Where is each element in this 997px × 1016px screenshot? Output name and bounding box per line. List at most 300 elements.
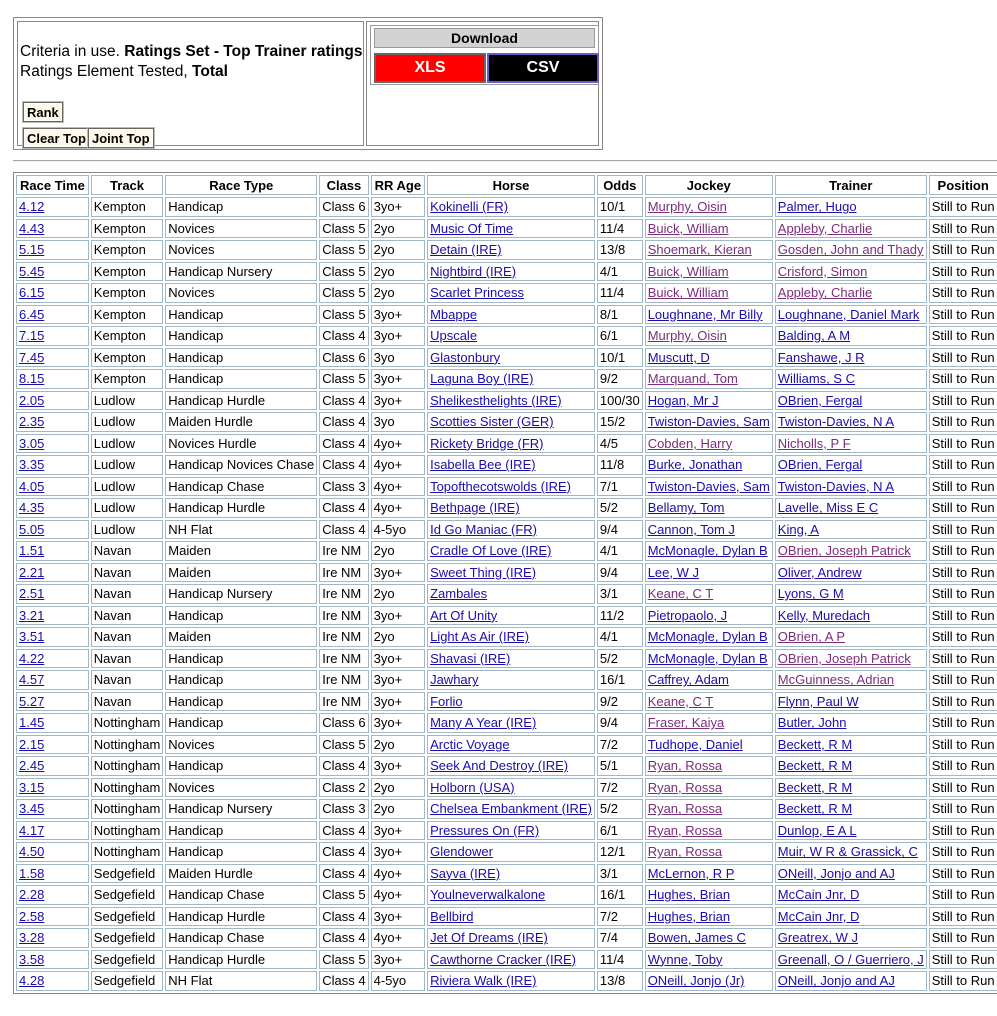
horse-link[interactable]: Art Of Unity <box>430 607 498 623</box>
cell-horse <box>427 520 595 540</box>
table-header-row <box>16 175 997 195</box>
jockey-link[interactable]: Burke, Jonathan <box>647 457 743 473</box>
trainer-link[interactable]: OBrien, Fergal <box>777 457 863 473</box>
race-time-link[interactable]: 5.45 <box>19 263 45 279</box>
trainer-link[interactable]: Greatrex, W J <box>777 930 858 946</box>
cell-horse <box>427 434 595 454</box>
race-time-link[interactable]: 8.15 <box>19 371 45 387</box>
cell-rr-age: 4yo+ <box>371 864 425 884</box>
cell-jockey <box>645 928 773 948</box>
race-time-link[interactable]: 4.22 <box>19 650 45 666</box>
cell-race-time <box>16 735 89 755</box>
cell-odds: 7/4 <box>597 928 643 948</box>
cell-rr-age: 4yo+ <box>371 928 425 948</box>
cell-trainer <box>775 369 927 389</box>
cell-race-type: NH Flat <box>165 971 317 991</box>
jockey-link[interactable]: Hogan, Mr J <box>647 392 719 408</box>
horse-link[interactable]: Scarlet Princess <box>430 285 524 301</box>
cell-trainer <box>775 477 927 497</box>
cell-rr-age: 2yo <box>371 799 425 819</box>
cell-trainer <box>775 907 927 927</box>
jockey-link[interactable]: Buick, William <box>647 220 729 236</box>
cell-trainer <box>775 305 927 325</box>
horse-link[interactable]: Scotties Sister (GER) <box>430 414 554 430</box>
trainer-link[interactable]: OBrien, Joseph Patrick <box>777 543 911 559</box>
cell-class: Class 2 <box>319 778 368 798</box>
trainer-link[interactable]: Butler, John <box>777 715 847 731</box>
criteria-set-line <box>20 42 363 62</box>
cell-class: Ire NM <box>319 692 368 712</box>
cell-track: Navan <box>91 584 163 604</box>
race-time-link[interactable]: 3.58 <box>19 951 45 967</box>
jockey-link[interactable]: Muscutt, D <box>647 349 710 365</box>
horse-link[interactable]: Many A Year (IRE) <box>430 715 537 731</box>
cell-jockey <box>645 434 773 454</box>
race-time-link[interactable]: 6.45 <box>19 306 45 322</box>
trainer-link[interactable]: Appleby, Charlie <box>777 285 873 301</box>
cell-race-time <box>16 391 89 411</box>
jockey-link[interactable]: Hughes, Brian <box>647 887 731 903</box>
cell-race-time <box>16 326 89 346</box>
download-panel <box>366 21 599 146</box>
race-time-link[interactable]: 2.35 <box>19 414 45 430</box>
jockey-link[interactable]: Ryan, Rossa <box>647 822 723 838</box>
horse-link[interactable]: Laguna Boy (IRE) <box>430 371 534 387</box>
trainer-link[interactable]: Fanshawe, J R <box>777 349 865 365</box>
cell-position: Still to Run <box>929 391 997 411</box>
jockey-link[interactable]: Keane, C T <box>647 693 714 709</box>
cell-track: Sedgefield <box>91 971 163 991</box>
trainer-link[interactable]: Beckett, R M <box>777 779 853 795</box>
race-time-link[interactable]: 4.17 <box>19 822 45 838</box>
cell-rr-age: 2yo <box>371 541 425 561</box>
cell-trainer <box>775 520 927 540</box>
xls-download-button[interactable]: XLS <box>374 53 486 83</box>
cell-race-time <box>16 842 89 862</box>
cell-race-type: Handicap <box>165 692 317 712</box>
cell-trainer <box>775 434 927 454</box>
cell-rr-age: 3yo+ <box>371 950 425 970</box>
race-time-link[interactable]: 2.45 <box>19 758 45 774</box>
cell-class: Class 5 <box>319 283 368 303</box>
trainer-link[interactable]: OBrien, A P <box>777 629 845 645</box>
race-time-link[interactable]: 1.51 <box>19 543 45 559</box>
jockey-link[interactable]: Cobden, Harry <box>647 435 733 451</box>
cell-race-type: Maiden <box>165 627 317 647</box>
cell-position: Still to Run <box>929 821 997 841</box>
cell-track: Nottingham <box>91 756 163 776</box>
table-row <box>16 498 997 518</box>
horse-link[interactable]: Holborn (USA) <box>430 779 515 795</box>
jockey-link[interactable]: Buick, William <box>647 263 729 279</box>
cell-horse <box>427 455 595 475</box>
trainer-link[interactable]: Williams, S C <box>777 371 856 387</box>
jockey-link[interactable]: Keane, C T <box>647 586 714 602</box>
horse-link[interactable]: Rickety Bridge (FR) <box>430 435 544 451</box>
cell-jockey <box>645 369 773 389</box>
trainer-link[interactable]: Nicholls, P F <box>777 435 851 451</box>
cell-class: Class 4 <box>319 391 368 411</box>
cell-trainer <box>775 692 927 712</box>
cell-class: Class 6 <box>319 197 368 217</box>
trainer-link[interactable]: McCain Jnr, D <box>777 887 860 903</box>
cell-jockey <box>645 735 773 755</box>
cell-jockey <box>645 692 773 712</box>
cell-horse <box>427 778 595 798</box>
cell-position: Still to Run <box>929 477 997 497</box>
cell-trainer <box>775 326 927 346</box>
horse-link[interactable]: Cawthorne Cracker (IRE) <box>430 951 577 967</box>
cell-horse <box>427 584 595 604</box>
horse-link[interactable]: Shavasi (IRE) <box>430 650 511 666</box>
trainer-link[interactable]: Flynn, Paul W <box>777 693 859 709</box>
cell-trainer <box>775 778 927 798</box>
cell-jockey <box>645 670 773 690</box>
jockey-link[interactable]: McLernon, R P <box>647 865 735 881</box>
trainer-link[interactable]: Dunlop, E A L <box>777 822 857 838</box>
horse-link[interactable]: Upscale <box>430 328 478 344</box>
cell-race-time <box>16 541 89 561</box>
trainer-link[interactable]: Lyons, G M <box>777 586 844 602</box>
cell-horse <box>427 262 595 282</box>
jockey-link[interactable]: Murphy, Oisin <box>647 328 727 344</box>
race-time-link[interactable]: 2.21 <box>19 564 45 580</box>
jockey-link[interactable]: Cannon, Tom J <box>647 521 735 537</box>
trainer-link[interactable]: Twiston-Davies, N A <box>777 478 895 494</box>
cell-position: Still to Run <box>929 305 997 325</box>
cell-track: Nottingham <box>91 821 163 841</box>
trainer-link[interactable]: ONeill, Jonjo and AJ <box>777 973 895 989</box>
race-time-link[interactable]: 2.58 <box>19 908 45 924</box>
cell-trainer <box>775 563 927 583</box>
horse-link[interactable]: Arctic Voyage <box>430 736 510 752</box>
table-row <box>16 455 997 475</box>
horse-link[interactable]: Glendower <box>430 844 493 860</box>
cell-odds: 15/2 <box>597 412 643 432</box>
horse-link[interactable]: Bellbird <box>430 908 474 924</box>
jockey-link[interactable]: Buick, William <box>647 285 729 301</box>
horse-link[interactable]: Sweet Thing (IRE) <box>430 564 537 580</box>
cell-class: Class 3 <box>319 477 368 497</box>
joint-top-button[interactable]: Joint Top <box>88 128 154 148</box>
horse-link[interactable]: Youlneverwalkalone <box>430 887 546 903</box>
cell-trainer <box>775 541 927 561</box>
cell-rr-age: 4-5yo <box>371 520 425 540</box>
race-time-link[interactable]: 5.15 <box>19 242 45 258</box>
trainer-link[interactable]: Beckett, R M <box>777 758 853 774</box>
race-time-link[interactable]: 4.12 <box>19 199 45 215</box>
jockey-link[interactable]: Wynne, Toby <box>647 951 723 967</box>
jockey-link[interactable]: Twiston-Davies, Sam <box>647 478 770 494</box>
cell-trainer <box>775 584 927 604</box>
horse-link[interactable]: Nightbird (IRE) <box>430 263 517 279</box>
race-time-link[interactable]: 2.51 <box>19 586 45 602</box>
cell-track: Nottingham <box>91 778 163 798</box>
rank-button[interactable]: Rank <box>23 102 63 122</box>
horse-link[interactable]: Seek And Destroy (IRE) <box>430 758 569 774</box>
jockey-link[interactable]: Hughes, Brian <box>647 908 731 924</box>
horse-link[interactable]: Cradle Of Love (IRE) <box>430 543 552 559</box>
cell-position: Still to Run <box>929 563 997 583</box>
jockey-link[interactable]: Pietropaolo, J <box>647 607 728 623</box>
race-time-link[interactable]: 4.57 <box>19 672 45 688</box>
race-time-link[interactable]: 5.05 <box>19 521 45 537</box>
jockey-link[interactable]: McMonagle, Dylan B <box>647 650 768 666</box>
race-time-link[interactable]: 3.45 <box>19 801 45 817</box>
cell-trainer <box>775 197 927 217</box>
race-time-link[interactable]: 3.15 <box>19 779 45 795</box>
horse-link[interactable]: Chelsea Embankment (IRE) <box>430 801 592 817</box>
cell-track: Kempton <box>91 197 163 217</box>
cell-position: Still to Run <box>929 262 997 282</box>
horse-link[interactable]: Music Of Time <box>430 220 514 236</box>
trainer-link[interactable]: Twiston-Davies, N A <box>777 414 895 430</box>
horse-link[interactable]: Jawhary <box>430 672 479 688</box>
trainer-link[interactable]: Crisford, Simon <box>777 263 868 279</box>
cell-horse <box>427 391 595 411</box>
csv-download-button[interactable]: CSV <box>487 53 599 83</box>
horse-link[interactable]: Glastonbury <box>430 349 501 365</box>
race-time-link[interactable]: 3.35 <box>19 457 45 473</box>
horse-link[interactable]: Sayva (IRE) <box>430 865 501 881</box>
cell-odds: 11/2 <box>597 606 643 626</box>
race-time-link[interactable]: 5.27 <box>19 693 45 709</box>
cell-race-type: Handicap Hurdle <box>165 950 317 970</box>
trainer-link[interactable]: Lavelle, Miss E C <box>777 500 879 516</box>
cell-horse <box>427 649 595 669</box>
clear-top-button[interactable]: Clear Top <box>23 128 90 148</box>
cell-rr-age: 3yo+ <box>371 369 425 389</box>
table-row <box>16 348 997 368</box>
table-row <box>16 842 997 862</box>
horse-link[interactable]: Jet Of Dreams (IRE) <box>430 930 548 946</box>
table-row <box>16 627 997 647</box>
cell-odds: 4/1 <box>597 262 643 282</box>
trainer-link[interactable]: OBrien, Joseph Patrick <box>777 650 911 666</box>
cell-jockey <box>645 240 773 260</box>
jockey-link[interactable]: ONeill, Jonjo (Jr) <box>647 973 745 989</box>
divider <box>13 160 997 162</box>
cell-race-time <box>16 412 89 432</box>
cell-odds: 10/1 <box>597 197 643 217</box>
cell-jockey <box>645 348 773 368</box>
cell-race-type: Handicap <box>165 756 317 776</box>
trainer-link[interactable]: Kelly, Muredach <box>777 607 871 623</box>
cell-jockey <box>645 219 773 239</box>
cell-race-time <box>16 240 89 260</box>
cell-track: Nottingham <box>91 735 163 755</box>
cell-odds: 4/5 <box>597 434 643 454</box>
cell-race-type: Handicap Chase <box>165 885 317 905</box>
trainer-link[interactable]: Loughnane, Daniel Mark <box>777 306 920 322</box>
cell-jockey <box>645 262 773 282</box>
horse-link[interactable]: Isabella Bee (IRE) <box>430 457 536 473</box>
cell-race-type: Handicap Hurdle <box>165 391 317 411</box>
cell-horse <box>427 412 595 432</box>
cell-position: Still to Run <box>929 412 997 432</box>
race-time-link[interactable]: 4.43 <box>19 220 45 236</box>
race-time-link[interactable]: 4.28 <box>19 973 45 989</box>
table-row <box>16 584 997 604</box>
cell-race-time <box>16 455 89 475</box>
horse-link[interactable]: Id Go Maniac (FR) <box>430 521 537 537</box>
cell-race-type: Novices <box>165 240 317 260</box>
horse-link[interactable]: Detain (IRE) <box>430 242 502 258</box>
cell-jockey <box>645 283 773 303</box>
cell-odds: 16/1 <box>597 670 643 690</box>
race-time-link[interactable]: 4.35 <box>19 500 45 516</box>
cell-rr-age: 3yo+ <box>371 821 425 841</box>
cell-race-time <box>16 348 89 368</box>
cell-class: Class 4 <box>319 864 368 884</box>
race-time-link[interactable]: 4.05 <box>19 478 45 494</box>
cell-track: Sedgefield <box>91 885 163 905</box>
cell-trainer <box>775 455 927 475</box>
header-trainer: Trainer <box>775 175 927 195</box>
cell-race-time <box>16 498 89 518</box>
cell-odds: 7/2 <box>597 735 643 755</box>
race-time-link[interactable]: 4.50 <box>19 844 45 860</box>
race-time-link[interactable]: 3.28 <box>19 930 45 946</box>
horse-link[interactable]: Kokinelli (FR) <box>430 199 509 215</box>
cell-odds: 11/4 <box>597 950 643 970</box>
criteria-panel <box>13 17 603 150</box>
trainer-link[interactable]: King, A <box>777 521 819 537</box>
race-time-link[interactable]: 2.05 <box>19 392 45 408</box>
race-time-link[interactable]: 2.15 <box>19 736 45 752</box>
cell-position: Still to Run <box>929 885 997 905</box>
horse-link[interactable]: Pressures On (FR) <box>430 822 540 838</box>
cell-position: Still to Run <box>929 498 997 518</box>
race-time-link[interactable]: 3.05 <box>19 435 45 451</box>
cell-trainer <box>775 670 927 690</box>
jockey-link[interactable]: Loughnane, Mr Billy <box>647 306 763 322</box>
cell-class: Class 4 <box>319 412 368 432</box>
jockey-link[interactable]: Twiston-Davies, Sam <box>647 414 770 430</box>
cell-position: Still to Run <box>929 455 997 475</box>
horse-link[interactable]: Shelikesthelights (IRE) <box>430 392 562 408</box>
table-row <box>16 326 997 346</box>
cell-track: Ludlow <box>91 498 163 518</box>
jockey-link[interactable]: Marquand, Tom <box>647 371 738 387</box>
jockey-link[interactable]: Ryan, Rossa <box>647 779 723 795</box>
cell-jockey <box>645 864 773 884</box>
cell-track: Navan <box>91 541 163 561</box>
jockey-link[interactable]: Lee, W J <box>647 564 699 580</box>
trainer-link[interactable]: Palmer, Hugo <box>777 199 857 215</box>
trainer-link[interactable]: McGuinness, Adrian <box>777 672 895 688</box>
cell-horse <box>427 799 595 819</box>
trainer-link[interactable]: Appleby, Charlie <box>777 220 873 236</box>
cell-odds: 13/8 <box>597 971 643 991</box>
cell-race-time <box>16 692 89 712</box>
table-row <box>16 670 997 690</box>
race-time-link[interactable]: 1.45 <box>19 715 45 731</box>
cell-track: Kempton <box>91 219 163 239</box>
cell-horse <box>427 305 595 325</box>
jockey-link[interactable]: Ryan, Rossa <box>647 844 723 860</box>
cell-track: Ludlow <box>91 391 163 411</box>
cell-rr-age: 3yo+ <box>371 563 425 583</box>
race-time-link[interactable]: 2.28 <box>19 887 45 903</box>
horse-link[interactable]: Mbappe <box>430 306 478 322</box>
cell-horse <box>427 627 595 647</box>
horse-link[interactable]: Forlio <box>430 693 463 709</box>
jockey-link[interactable]: Ryan, Rossa <box>647 801 723 817</box>
jockey-link[interactable]: Murphy, Oisin <box>647 199 727 215</box>
cell-track: Nottingham <box>91 713 163 733</box>
cell-rr-age: 2yo <box>371 584 425 604</box>
results-table <box>13 172 997 994</box>
cell-rr-age: 3yo+ <box>371 305 425 325</box>
cell-class: Class 4 <box>319 821 368 841</box>
trainer-link[interactable]: ONeill, Jonjo and AJ <box>777 865 895 881</box>
cell-race-time <box>16 627 89 647</box>
race-time-link[interactable]: 7.15 <box>19 328 45 344</box>
trainer-link[interactable]: Balding, A M <box>777 328 851 344</box>
cell-class: Ire NM <box>319 670 368 690</box>
table-row <box>16 692 997 712</box>
cell-race-type: Maiden Hurdle <box>165 864 317 884</box>
cell-race-type: Handicap <box>165 670 317 690</box>
cell-race-type: Handicap Novices Chase <box>165 455 317 475</box>
jockey-link[interactable]: Fraser, Kaiya <box>647 715 725 731</box>
cell-race-type: Handicap <box>165 649 317 669</box>
cell-rr-age: 4yo+ <box>371 455 425 475</box>
horse-link[interactable]: Topofthecotswolds (IRE) <box>430 478 571 494</box>
horse-link[interactable]: Riviera Walk (IRE) <box>430 973 537 989</box>
criteria-element-value: Total <box>192 63 228 80</box>
cell-odds: 5/2 <box>597 799 643 819</box>
trainer-link[interactable]: Oliver, Andrew <box>777 564 862 580</box>
jockey-link[interactable]: Bellamy, Tom <box>647 500 725 516</box>
horse-link[interactable]: Light As Air (IRE) <box>430 629 530 645</box>
horse-link[interactable]: Zambales <box>430 586 488 602</box>
cell-horse <box>427 756 595 776</box>
jockey-link[interactable]: Tudhope, Daniel <box>647 736 743 752</box>
trainer-link[interactable]: Greenall, O / Guerriero, J <box>777 951 924 967</box>
cell-race-time <box>16 369 89 389</box>
trainer-link[interactable]: Muir, W R & Grassick, C <box>777 844 918 860</box>
race-time-link[interactable]: 6.15 <box>19 285 45 301</box>
trainer-link[interactable]: Gosden, John and Thady <box>777 242 924 258</box>
jockey-link[interactable]: McMonagle, Dylan B <box>647 629 768 645</box>
jockey-link[interactable]: Ryan, Rossa <box>647 758 723 774</box>
criteria-prefix: Criteria in use. <box>20 43 120 60</box>
race-time-link[interactable]: 3.51 <box>19 629 45 645</box>
race-time-link[interactable]: 1.58 <box>19 865 45 881</box>
trainer-link[interactable]: McCain Jnr, D <box>777 908 860 924</box>
horse-link[interactable]: Bethpage (IRE) <box>430 500 520 516</box>
race-time-link[interactable]: 7.45 <box>19 349 45 365</box>
cell-class: Ire NM <box>319 627 368 647</box>
trainer-link[interactable]: OBrien, Fergal <box>777 392 863 408</box>
cell-position: Still to Run <box>929 541 997 561</box>
race-time-link[interactable]: 3.21 <box>19 607 45 623</box>
cell-odds: 3/1 <box>597 584 643 604</box>
jockey-link[interactable]: McMonagle, Dylan B <box>647 543 768 559</box>
jockey-link[interactable]: Bowen, James C <box>647 930 746 946</box>
cell-race-type: Maiden <box>165 563 317 583</box>
cell-track: Kempton <box>91 326 163 346</box>
jockey-link[interactable]: Caffrey, Adam <box>647 672 729 688</box>
jockey-link[interactable]: Shoemark, Kieran <box>647 242 752 258</box>
trainer-link[interactable]: Beckett, R M <box>777 736 853 752</box>
cell-odds: 7/1 <box>597 477 643 497</box>
trainer-link[interactable]: Beckett, R M <box>777 801 853 817</box>
cell-race-time <box>16 197 89 217</box>
cell-race-time <box>16 756 89 776</box>
